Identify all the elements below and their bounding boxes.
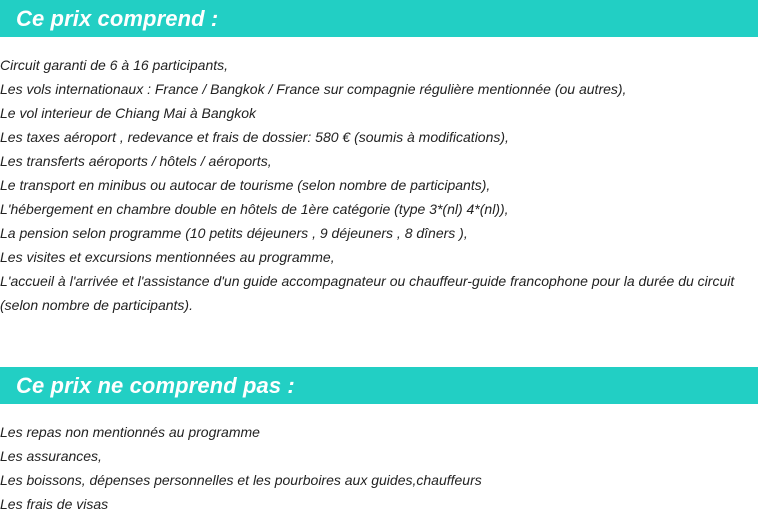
included-item: Circuit garanti de 6 à 16 participants, <box>0 57 229 73</box>
included-item: Le vol interieur de Chiang Mai à Bangkok <box>0 105 257 121</box>
included-list <box>0 53 752 317</box>
included-item: Les vols internationaux : France / Bangkok / France sur compagnie régulière mentionnée (ou autres), <box>0 81 627 97</box>
excluded-item: Les repas non mentionnés au programme <box>0 424 260 440</box>
excluded-header <box>0 367 758 404</box>
excluded-item: Les assurances, <box>0 448 102 464</box>
included-item: La pension selon programme (10 petits déjeuners , 9 déjeuners , 8 dîners ), <box>0 225 468 241</box>
included-title: Ce prix comprend : <box>16 6 219 31</box>
included-item: Les visites et excursions mentionnées au programme, <box>0 249 335 265</box>
included-item: L'accueil à l'arrivée et l'assistance d'un guide accompagnateur ou chauffeur-guide francophone pour la durée du circuit (selon nombre de participants). <box>0 273 735 313</box>
included-item: Les taxes aéroport , redevance et frais de dossier: 580 € (soumis à modifications), <box>0 129 509 145</box>
excluded-list <box>0 420 752 516</box>
included-header <box>0 0 758 37</box>
included-item: L'hébergement en chambre double en hôtels de 1ère catégorie (type 3*(nl) 4*(nl)), <box>0 201 509 217</box>
excluded-item: Les boissons, dépenses personnelles et les pourboires aux guides,chauffeurs <box>0 472 482 488</box>
excluded-title: Ce prix ne comprend pas : <box>16 373 295 398</box>
excluded-item: Les frais de visas <box>0 496 109 512</box>
included-item: Les transferts aéroports / hôtels / aéroports, <box>0 153 272 169</box>
included-item: Le transport en minibus ou autocar de tourisme (selon nombre de participants), <box>0 177 491 193</box>
